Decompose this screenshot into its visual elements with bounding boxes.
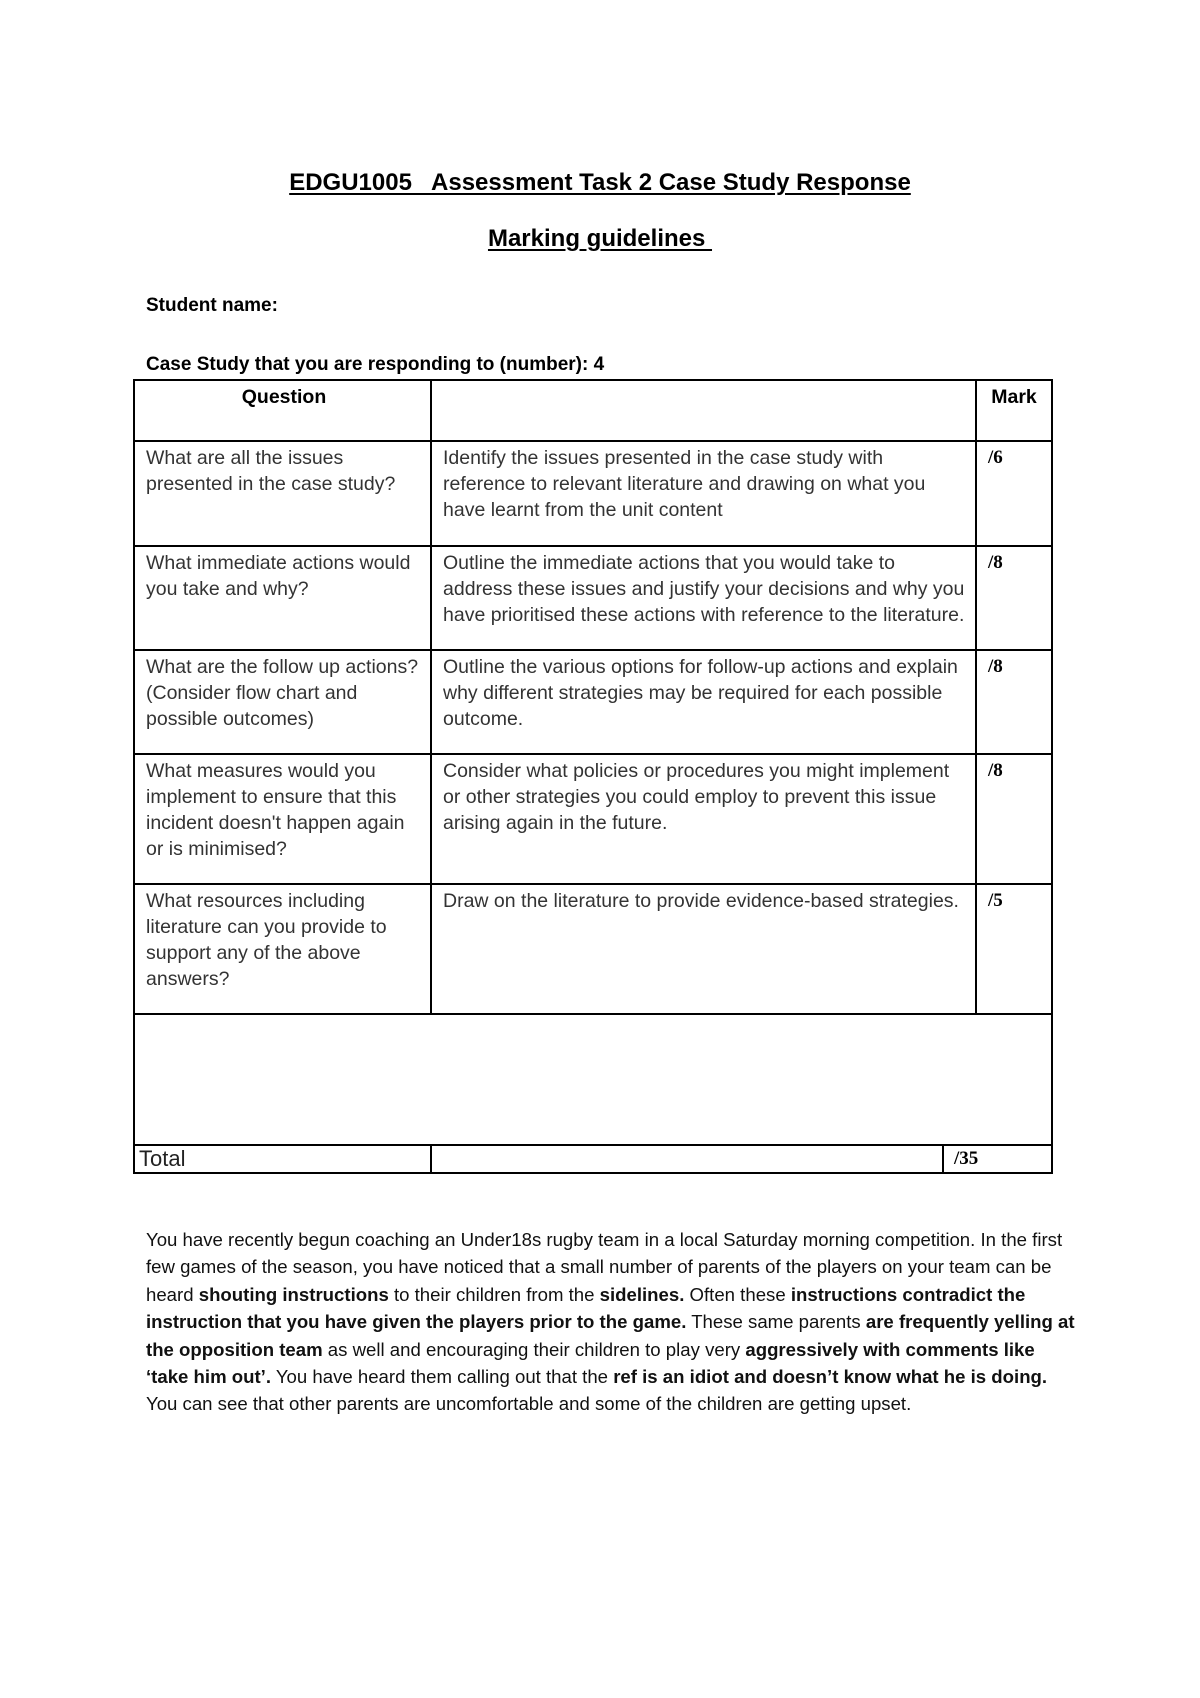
total-label: Total <box>134 1145 431 1173</box>
rubric-guidance: Consider what policies or procedures you might implement or other strategies you could employ to prevent this issue arising again in the future. <box>431 754 976 884</box>
rubric-question: What are the follow up actions? (Consider flow chart and possible outcomes) <box>134 650 431 754</box>
case-study-text: to their children from the <box>388 1283 600 1305</box>
rubric-mark: /5 <box>976 884 1052 1014</box>
case-study-text: You have recently begun coaching an Under18s rugby team in a local Saturday morning competition. In the first few games of the season, you have noticed that a small number of parents of the players on your team can be heard <box>146 1229 1063 1305</box>
rubric-header-row <box>134 380 1052 441</box>
rubric-mark: /8 <box>976 650 1052 754</box>
student-name-label: Student name: <box>146 295 278 316</box>
rubric-guidance: Outline the immediate actions that you would take to address these issues and justify your decisions and why you have prioritised these actions with reference to the literature. <box>431 546 976 650</box>
case-study-text: You can see that other parents are uncomfortable and some of the children are getting upset. <box>146 1393 912 1415</box>
rubric-empty-cell <box>134 1014 1052 1145</box>
case-study-text: You have heard them calling out that the <box>271 1366 614 1388</box>
case-study-bold-text: sidelines. <box>599 1283 685 1305</box>
total-mark: /35 <box>943 1145 1052 1173</box>
rubric-guidance: Draw on the literature to provide evidence-based strategies. <box>431 884 976 1014</box>
rubric-guidance: Identify the issues presented in the case study with reference to relevant literature and drawing on what you have learnt from the unit content <box>431 441 976 546</box>
rubric-question: What measures would you implement to ensure that this incident doesn't happen again or is minimised? <box>134 754 431 884</box>
marking-rubric-table <box>133 379 1053 1146</box>
case-study-bold-text: instructions contradict the instruction that you have given the players prior to the game. <box>146 1283 1026 1333</box>
case-study-bold-text: aggressively with comments like ‘take him out’. <box>146 1338 1035 1388</box>
case-study-bold-text: are frequently yelling at the opposition team <box>146 1311 1075 1360</box>
rubric-mark: /6 <box>976 441 1052 546</box>
rubric-question: What are all the issues presented in the case study? <box>134 441 431 546</box>
rubric-question: What resources including literature can you provide to support any of the above answers? <box>134 884 431 1014</box>
rubric-mark: /8 <box>976 754 1052 884</box>
rubric-row <box>134 884 1052 1014</box>
rubric-question: What immediate actions would you take and why? <box>134 546 431 650</box>
total-row-table <box>133 1144 1053 1174</box>
question-column-header: Question <box>134 380 431 441</box>
document-subtitle: Marking guidelines <box>487 225 713 252</box>
rubric-guidance: Outline the various options for follow-up actions and explain why different strategies may be required for each possible outcome. <box>431 650 976 754</box>
rubric-row <box>134 650 1052 754</box>
case-study-text: Often these <box>684 1283 791 1305</box>
case-study-text: as well and encouraging their children to play very <box>322 1338 746 1360</box>
total-empty-cell <box>431 1145 943 1173</box>
rubric-mark: /8 <box>976 546 1052 650</box>
rubric-row <box>134 754 1052 884</box>
guidance-column-header <box>431 380 976 441</box>
rubric-row <box>134 441 1052 546</box>
case-study-bold-text: shouting instructions <box>198 1283 389 1305</box>
case-study-bold-text: ref is an idiot and doesn’t know what he is doing. <box>613 1366 1048 1388</box>
total-row <box>134 1145 1052 1173</box>
rubric-empty-row <box>134 1014 1052 1145</box>
document-title: EDGU1005 Assessment Task 2 Case Study Response <box>289 169 911 196</box>
case-study-paragraph <box>146 1226 1076 1418</box>
case-study-number-label: Case Study that you are responding to (number): 4 <box>146 354 605 375</box>
mark-column-header: Mark <box>976 380 1052 441</box>
rubric-row <box>134 546 1052 650</box>
case-study-text: These same parents <box>686 1311 866 1333</box>
